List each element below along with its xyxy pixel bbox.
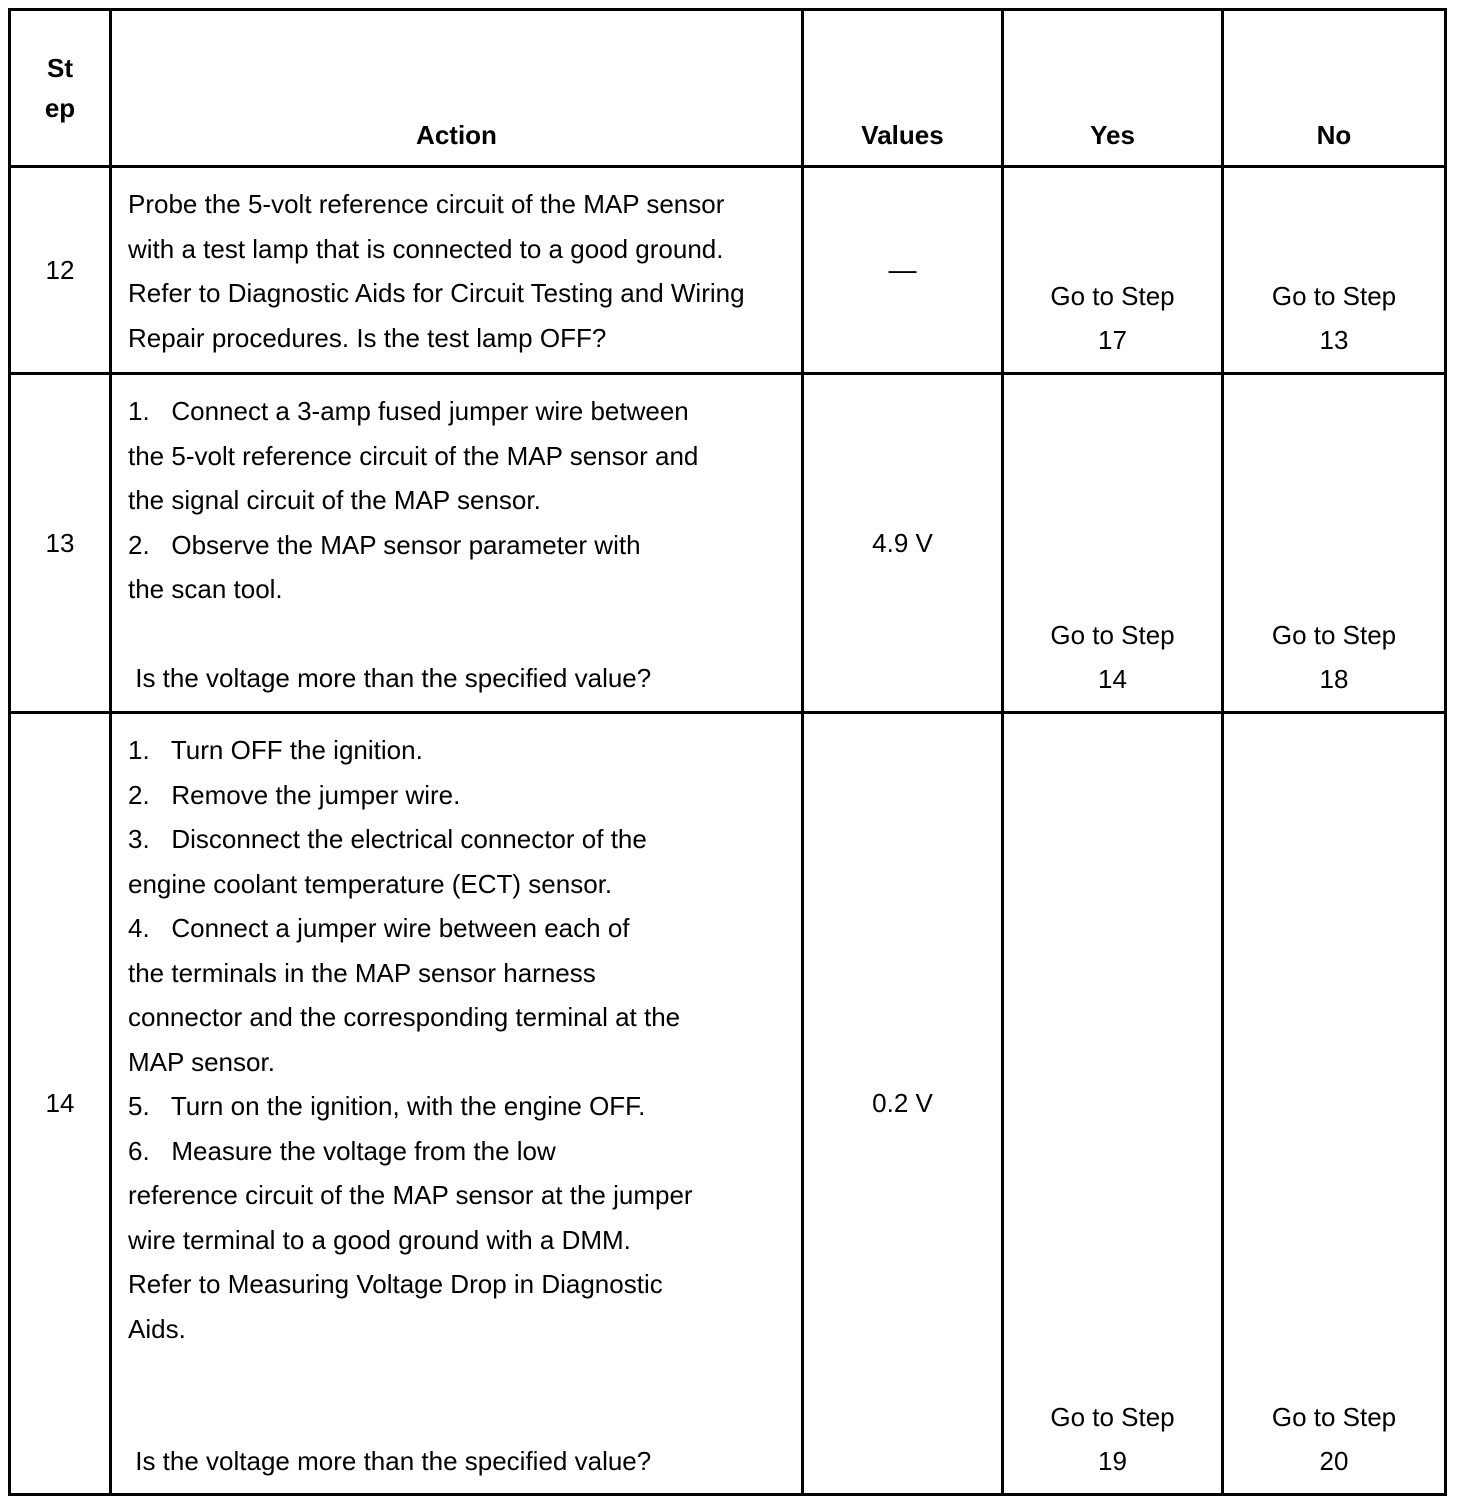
value-cell: —	[803, 167, 1003, 374]
diagnostic-table	[8, 8, 1447, 1496]
header-action: Action	[111, 10, 803, 167]
no-cell: Go to Step 13	[1223, 167, 1446, 374]
step-number: 14	[10, 713, 111, 1495]
action-text: Probe the 5-volt reference circuit of the MAP sensor with a test lamp that is connected to a good ground. Refer to Diagnostic Aids for Circuit Testing and Wiring Repair procedures. Is the test lamp OFF?	[111, 167, 803, 374]
header-step: St ep	[10, 10, 111, 167]
header-no: No	[1223, 10, 1446, 167]
table-row	[10, 713, 1446, 1495]
value-cell: 4.9 V	[803, 374, 1003, 713]
action-text: 1. Turn OFF the ignition. 2. Remove the jumper wire. 3. Disconnect the electrical connector of the engine coolant temperature (ECT) sensor. 4. Connect a jumper wire between each of the terminals in the MAP sensor harness connector and the corresponding terminal at the MAP sensor. 5. Turn on the ignition, with the engine OFF. 6. Measure the voltage from the low reference circuit of the MAP sensor at the jumper wire terminal to a good ground with a DMM. Refer to Measuring Voltage Drop in Diagnostic Aids. Is the voltage more than the specified value?	[111, 713, 803, 1495]
no-cell: Go to Step 20	[1223, 713, 1446, 1495]
table-row	[10, 167, 1446, 374]
step-number: 12	[10, 167, 111, 374]
action-text: 1. Connect a 3-amp fused jumper wire between the 5-volt reference circuit of the MAP sensor and the signal circuit of the MAP sensor. 2. Observe the MAP sensor parameter with the scan tool. Is the voltage more than the specified value?	[111, 374, 803, 713]
header-values: Values	[803, 10, 1003, 167]
yes-cell: Go to Step 17	[1003, 167, 1223, 374]
no-cell: Go to Step 18	[1223, 374, 1446, 713]
yes-cell: Go to Step 19	[1003, 713, 1223, 1495]
table-row	[10, 374, 1446, 713]
header-row	[10, 10, 1446, 167]
yes-cell: Go to Step 14	[1003, 374, 1223, 713]
step-number: 13	[10, 374, 111, 713]
header-yes: Yes	[1003, 10, 1223, 167]
value-cell: 0.2 V	[803, 713, 1003, 1495]
